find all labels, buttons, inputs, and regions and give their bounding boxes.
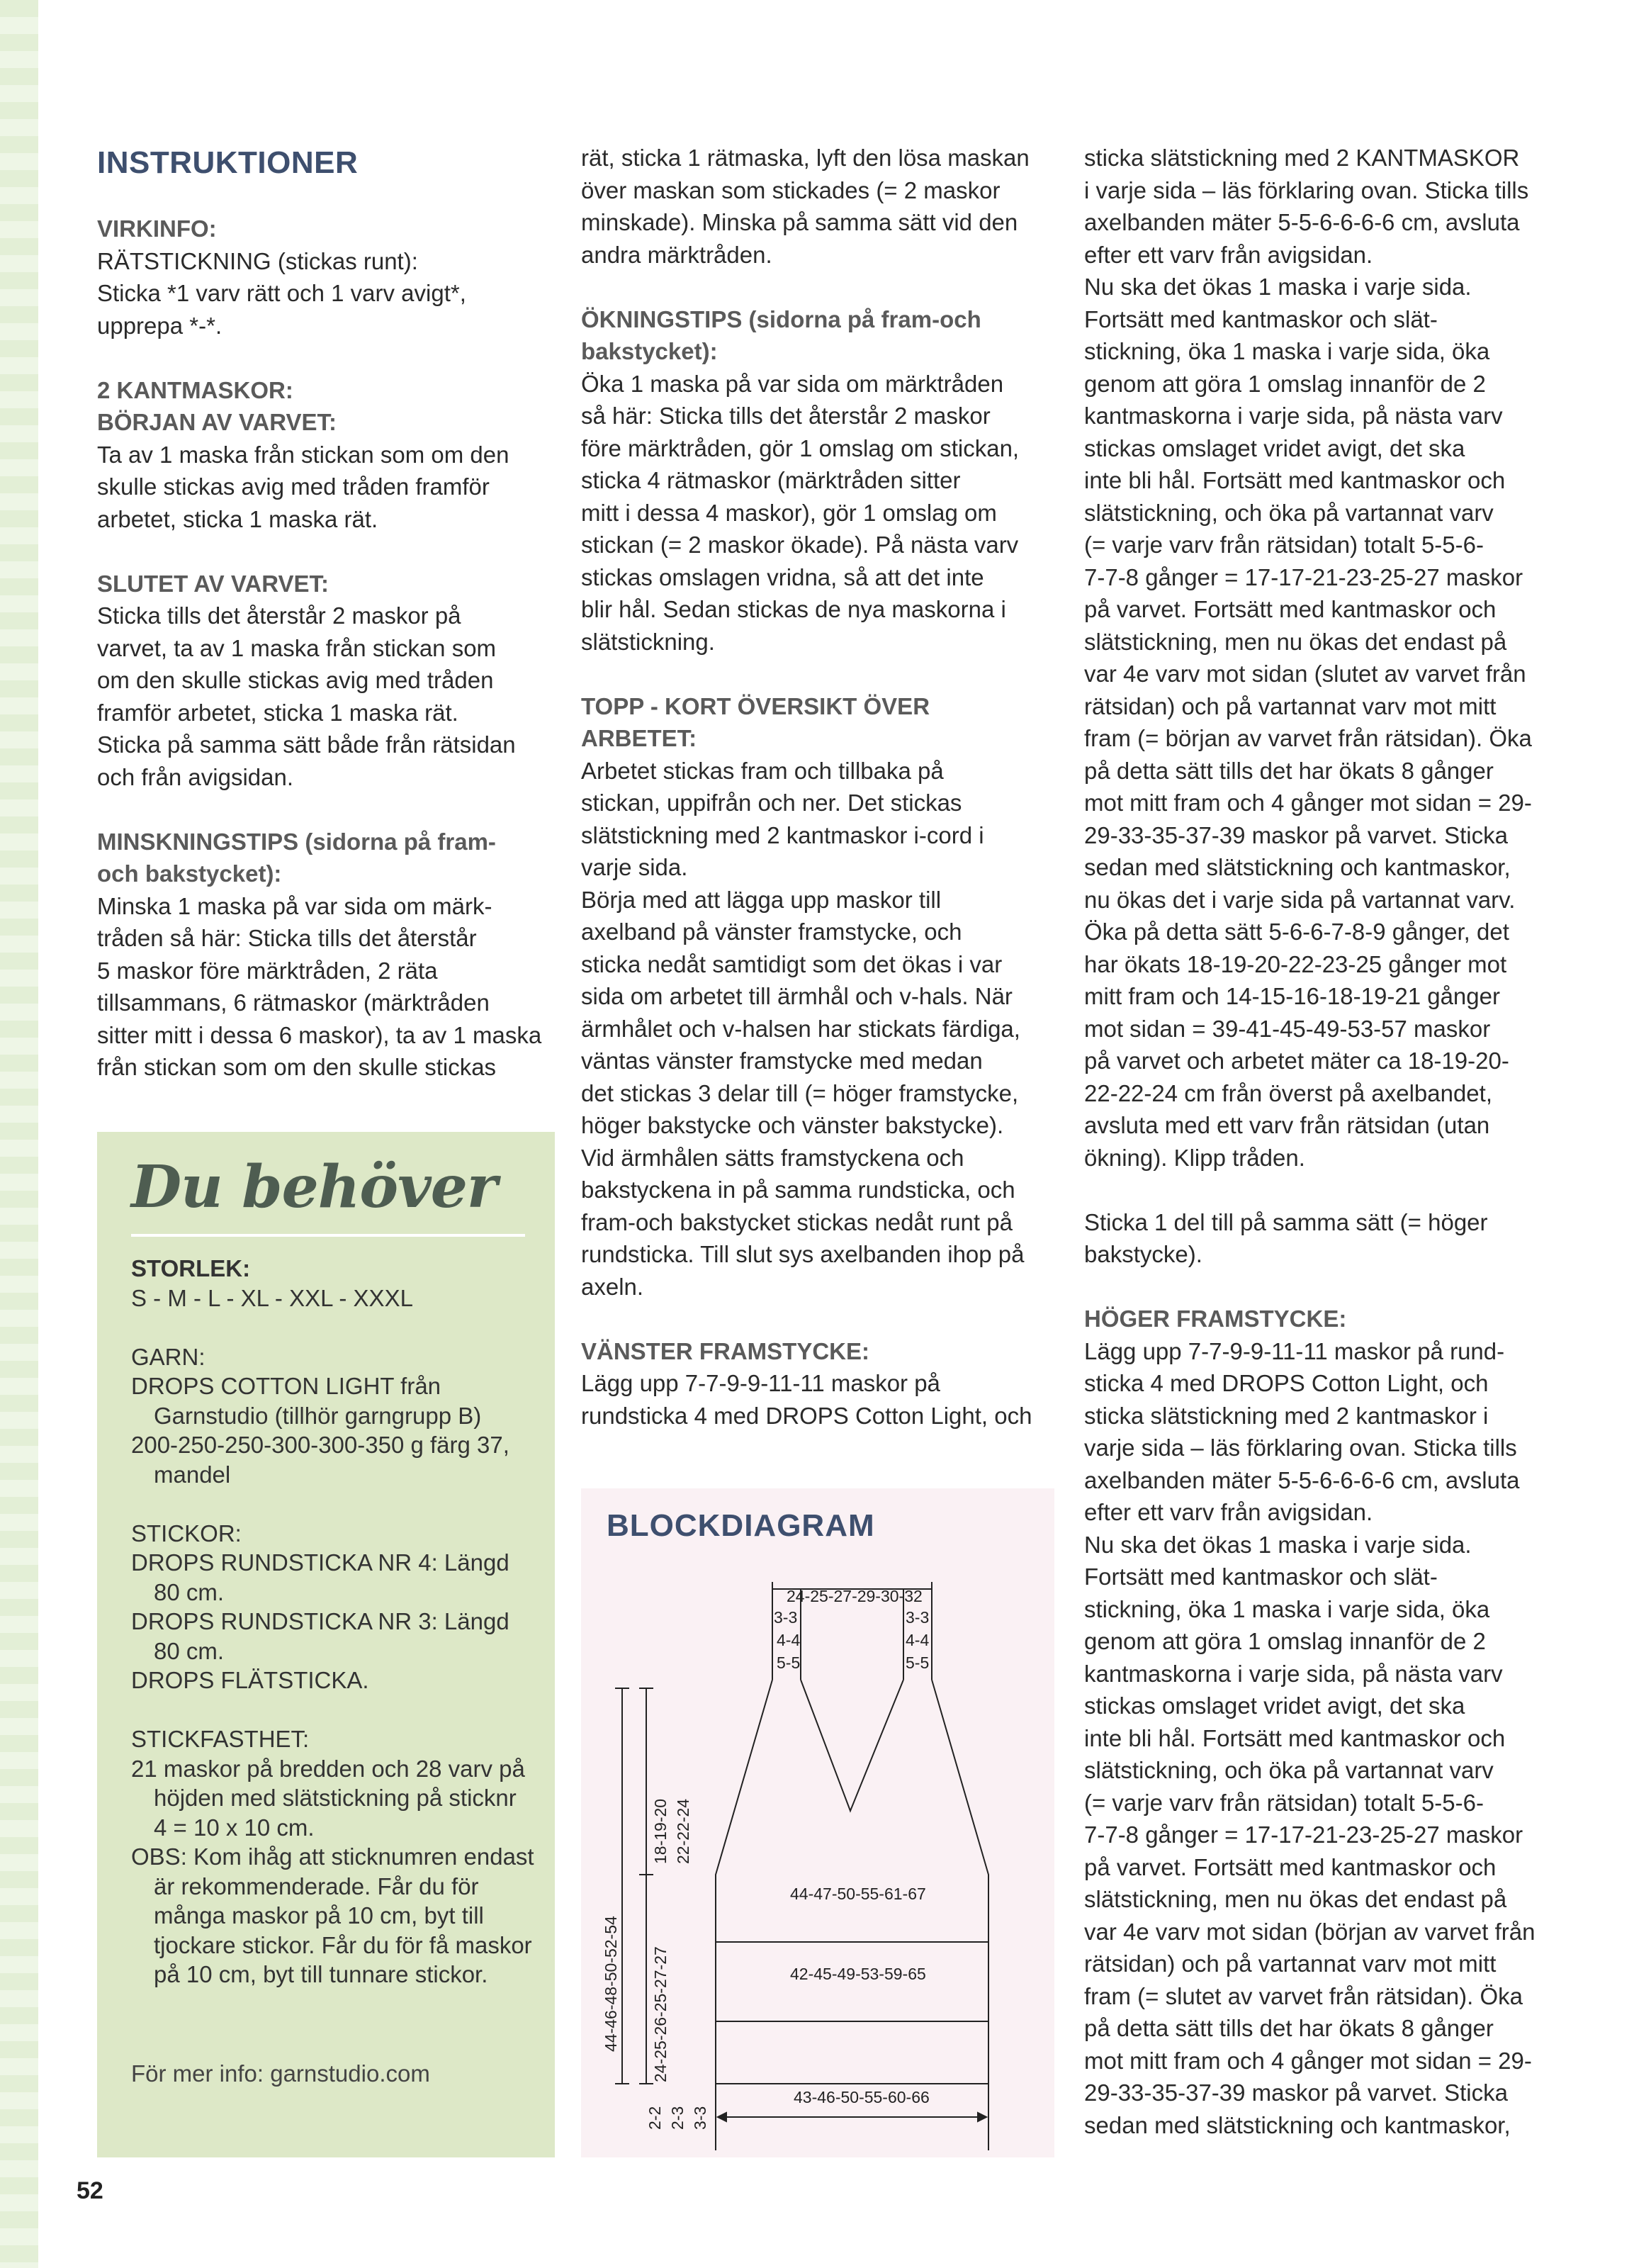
instruktioner-heading: INSTRUKTIONER	[97, 145, 359, 180]
text-line: stickning, öka 1 maska i varje sida, öka	[1084, 1595, 1490, 1622]
text-line: Lägg upp 7-7-9-9-11-11 maskor på	[581, 1370, 940, 1396]
vanster-framstycke-text	[581, 1367, 1063, 1432]
diagram-title: BLOCKDIAGRAM	[607, 1508, 875, 1543]
text-line: före märktråden, gör 1 omslag om stickan,	[581, 434, 1020, 461]
garn-label: GARN:	[131, 1343, 205, 1370]
text-line: 21 maskor på bredden och 28 varv på höjden med slätstickning på sticknr 4 = 10 x 10 cm.	[131, 1755, 525, 1841]
text-line: mitt i dessa 4 maskor), gör 1 omslag om	[581, 499, 997, 526]
text-line: på varvet och arbetet mäter ca 18-19-20-	[1084, 1048, 1509, 1074]
text-line: och från avigsidan.	[97, 763, 294, 790]
text-line: tråden så här: Sticka tills det återstår	[97, 925, 477, 951]
text-line: sida om arbetet till ärmhål och v-hals. När	[581, 983, 1013, 1009]
page-number: 52	[77, 2177, 103, 2204]
text-line: har ökats 18-19-20-22-23-25 gånger mot	[1084, 950, 1507, 977]
text-line: så här: Sticka tills det återstår 2 maskor	[581, 403, 991, 429]
topp-label-2: ARBETET:	[581, 725, 697, 751]
text-line: sedan med slätstickning och kantmaskor,	[1084, 854, 1511, 880]
materials-divider	[131, 1234, 525, 1237]
dim-body-length: 24-25-26-25-27-27	[651, 1946, 670, 2082]
text-line: OBS: Kom ihåg att sticknumren endast är rekommenderade. Får du för många maskor på 10 cm, byt till tjockare stickor. Får du för få maskor på 10 cm, byt till tunnare stickor.	[131, 1843, 534, 1987]
stickfasthet-label: STICKFASTHET:	[131, 1726, 310, 1752]
column-1	[97, 142, 565, 1084]
minskningstips-label-2: och bakstycket):	[97, 860, 282, 887]
text-line: sticka nedåt samtidigt som det ökas i var	[581, 950, 1003, 977]
text-line: Börja med att lägga upp maskor till	[581, 886, 942, 913]
text-line: väntas vänster framstycke med medan	[581, 1048, 983, 1074]
text-line: rätsidan) och på vartannat varv mot mitt	[1084, 692, 1497, 719]
text-line: 5 maskor före märktråden, 2 räta	[97, 957, 438, 984]
text-line: efter ett varv från avigsidan.	[1084, 1499, 1373, 1525]
text-line: rätsidan) och på vartannat varv mot mitt	[1084, 1950, 1497, 1977]
slutet-text	[97, 600, 565, 793]
text-line: 29-33-35-37-39 maskor på varvet. Sticka	[1084, 821, 1508, 848]
text-line: sedan med slätstickning och kantmaskor,	[1084, 2111, 1511, 2138]
dim-rib-3: 3-3	[691, 2106, 709, 2130]
text-line: slätstickning.	[581, 628, 715, 655]
text-line: Arbetet stickas fram och tillbaka på	[581, 757, 944, 784]
text-line: över maskan som stickades (= 2 maskor	[581, 176, 1001, 203]
text-line: DROPS RUNDSTICKA NR 3: Längd 80 cm.	[131, 1608, 509, 1664]
dim-hem-width: 43-46-50-55-60-66	[794, 2088, 930, 2106]
text-line: på varvet. Fortsätt med kantmaskor och	[1084, 596, 1497, 622]
text-line: sticka 4 rätmaskor (märktråden sitter	[581, 467, 961, 493]
storlek-value: S - M - L - XL - XXL - XXXL	[131, 1284, 413, 1311]
text-line: 22-22-24 cm från överst på axelbandet,	[1084, 1079, 1493, 1106]
text-line: stickan (= 2 maskor ökade). På nästa varv	[581, 532, 1019, 558]
text-line: Fortsätt med kantmaskor och slät-	[1084, 1564, 1438, 1590]
stickor-text	[131, 1548, 535, 1695]
dim-strap-left-1: 3-3	[774, 1608, 798, 1627]
text-line: Lägg upp 7-7-9-9-11-11 maskor på rund-	[1084, 1337, 1505, 1364]
stickfasthet-text	[131, 1754, 535, 1989]
text-line: på detta sätt tills det har ökats 8 gånger	[1084, 2015, 1494, 2041]
text-line: var 4e varv mot sidan (slutet av varvet från	[1084, 661, 1526, 687]
materials-title: Du behöver	[131, 1153, 497, 1221]
text-line: slätstickning, men nu ökas det endast på	[1084, 628, 1507, 655]
text-line: (= varje varv från rätsidan) totalt 5-5-6-	[1084, 1789, 1484, 1816]
hoger-bakstycke-text	[1084, 1206, 1566, 1271]
text-line: sticka 4 med DROPS Cotton Light, och	[1084, 1370, 1489, 1396]
text-line: 200-250-250-300-300-350 g färg 37, mandel	[131, 1432, 509, 1488]
minsk-continued-text	[581, 142, 1063, 271]
block-diagram	[581, 1488, 1054, 2157]
text-line: genom att göra 1 omslag innanför de 2	[1084, 1628, 1486, 1654]
text-line: nu ökas det i varje sida på vartannat varv.	[1084, 886, 1516, 913]
text-line: fram (= början av varvet från rätsidan). Öka	[1084, 725, 1532, 751]
text-line: om den skulle stickas avig med tråden	[97, 667, 494, 693]
text-line: varvet, ta av 1 maska från stickan som	[97, 634, 497, 661]
okningstips-label-2: bakstycket):	[581, 338, 718, 364]
text-line: avsluta med ett varv från rätsidan (utan	[1084, 1112, 1490, 1138]
text-line: fram (= slutet av varvet från rätsidan). Öka	[1084, 1982, 1523, 2009]
text-line: mitt fram och 14-15-16-18-19-21 gånger	[1084, 983, 1500, 1009]
dim-waist-width: 42-45-49-53-59-65	[790, 1965, 926, 1983]
text-line: Öka på detta sätt 5-6-6-7-8-9 gånger, det	[1084, 919, 1509, 945]
borjan-text	[97, 439, 565, 536]
text-line: Sticka på samma sätt både från rätsidan	[97, 731, 516, 758]
text-line: varje sida – läs förklaring ovan. Sticka tills	[1084, 1435, 1517, 1461]
slutet-label: SLUTET AV VARVET:	[97, 570, 329, 597]
text-line: stickas omslaget vridet avigt, det ska	[1084, 1692, 1465, 1719]
text-line: slätstickning, och öka på vartannat varv	[1084, 499, 1494, 526]
text-line: 7-7-8 gånger = 17-17-21-23-25-27 maskor	[1084, 1821, 1523, 1848]
text-line: stickas omslaget vridet avigt, det ska	[1084, 434, 1465, 461]
dim-strap-right-3: 5-5	[906, 1654, 930, 1672]
text-line: tillsammans, 6 rätmaskor (märktråden	[97, 989, 490, 1016]
text-line: ärmhålet och v-halsen har stickats färdiga,	[581, 1015, 1020, 1042]
text-line: upprepa *-*.	[97, 312, 222, 339]
dim-strap-left-3: 5-5	[777, 1654, 801, 1672]
text-line: mot mitt fram och 4 gånger mot sidan = 29-	[1084, 2047, 1532, 2074]
topp-text	[581, 755, 1063, 1303]
stickor-label: STICKOR:	[131, 1520, 242, 1546]
text-line: det stickas 3 delar till (= höger framstycke,	[581, 1079, 1019, 1106]
text-line: Ta av 1 maska från stickan som om den	[97, 441, 509, 468]
text-line: varje sida.	[581, 854, 688, 880]
text-line: genom att göra 1 omslag innanför de 2	[1084, 370, 1486, 397]
dim-armhole-2: 22-22-24	[674, 1798, 692, 1864]
text-line: Nu ska det ökas 1 maska i varje sida.	[1084, 274, 1472, 300]
dim-strap-left-2: 4-4	[777, 1631, 801, 1649]
text-line: var 4e varv mot sidan (början av varvet från	[1084, 1918, 1536, 1945]
text-line: bakstycke).	[1084, 1241, 1202, 1267]
dim-armhole-1: 18-19-20	[651, 1798, 670, 1864]
text-line: Nu ska det ökas 1 maska i varje sida.	[1084, 1531, 1472, 1558]
kantmaskor-label: 2 KANTMASKOR:	[97, 376, 293, 403]
text-line: andra märktråden.	[581, 241, 772, 268]
garn-text	[131, 1371, 535, 1489]
text-line: slätstickning, men nu ökas det endast på	[1084, 1886, 1507, 1912]
text-line: 7-7-8 gånger = 17-17-21-23-25-27 maskor	[1084, 563, 1523, 590]
text-line: Fortsätt med kantmaskor och slät-	[1084, 305, 1438, 332]
knit-texture-edge	[0, 0, 38, 2268]
text-line: arbetet, sticka 1 maska rät.	[97, 505, 378, 532]
dim-rib-1: 2-2	[646, 2106, 664, 2130]
text-line: skulle stickas avig med tråden framför	[97, 473, 490, 500]
text-line: mot sidan = 39-41-45-49-53-57 maskor	[1084, 1015, 1491, 1042]
virkinfo-text	[97, 245, 565, 342]
more-info-text: För mer info: garnstudio.com	[131, 2060, 430, 2087]
minskningstips-label-1: MINSKNINGSTIPS (sidorna på fram-	[97, 828, 496, 855]
text-line: (= varje varv från rätsidan) totalt 5-5-6-	[1084, 532, 1484, 558]
text-line: inte bli hål. Fortsätt med kantmaskor och	[1084, 1724, 1506, 1751]
okningstips-text	[581, 368, 1063, 658]
text-line: stickning, öka 1 maska i varje sida, öka	[1084, 338, 1490, 364]
text-line: kantmaskorna i varje sida, på nästa varv	[1084, 403, 1503, 429]
text-line: på varvet. Fortsätt med kantmaskor och	[1084, 1853, 1497, 1880]
text-line: mot mitt fram och 4 gånger mot sidan = 29-	[1084, 790, 1532, 816]
hoger-framstycke-label: HÖGER FRAMSTYCKE:	[1084, 1306, 1347, 1332]
text-line: 29-33-35-37-39 maskor på varvet. Sticka	[1084, 2079, 1508, 2106]
dim-strap-right-1: 3-3	[906, 1608, 930, 1627]
text-line: DROPS COTTON LIGHT från Garnstudio (tillhör garngrupp B)	[131, 1373, 482, 1429]
text-line: Sticka 1 del till på samma sätt (= höger	[1084, 1208, 1488, 1235]
materials-box	[97, 1132, 555, 2157]
text-line: sticka slätstickning med 2 kantmaskor i	[1084, 1402, 1489, 1429]
text-line: rundsticka 4 med DROPS Cotton Light, och	[581, 1402, 1032, 1429]
text-line: axelband på vänster framstycke, och	[581, 919, 962, 945]
text-line: axelbanden mäter 5-5-6-6-6-6 cm, avsluta	[1084, 209, 1520, 235]
dim-total-length: 44-46-48-50-52-54	[602, 1916, 620, 2052]
text-line: på detta sätt tills det har ökats 8 gånger	[1084, 757, 1494, 784]
text-line: slätstickning, och öka på vartannat varv	[1084, 1757, 1494, 1783]
text-line: blir hål. Sedan stickas de nya maskorna i	[581, 596, 1006, 622]
text-line: rundsticka. Till slut sys axelbanden ihop på	[581, 1241, 1025, 1267]
dim-strap-right-2: 4-4	[906, 1631, 930, 1649]
text-line: kantmaskorna i varje sida, på nästa varv	[1084, 1660, 1503, 1687]
text-line: slätstickning med 2 kantmaskor i-cord i	[581, 821, 984, 848]
dim-top-width: 24-25-27-29-30-32	[787, 1587, 923, 1605]
text-line: Öka 1 maska på var sida om märktråden	[581, 370, 1004, 397]
text-line: framför arbetet, sticka 1 maska rät.	[97, 699, 458, 726]
vanster-continued-text	[1084, 142, 1566, 1174]
text-line: i varje sida – läs förklaring ovan. Sticka tills	[1084, 176, 1529, 203]
text-line: höger bakstycke och vänster bakstycke).	[581, 1112, 1004, 1138]
column-2	[581, 142, 1063, 1432]
hoger-framstycke-text	[1084, 1335, 1566, 2142]
diagram-drawing	[581, 1488, 1054, 2157]
virkinfo-label: VIRKINFO:	[97, 215, 217, 242]
text-line: sitter mitt i dessa 6 maskor), ta av 1 maska	[97, 1021, 542, 1048]
text-line: Sticka *1 varv rätt och 1 varv avigt*,	[97, 280, 466, 306]
vanster-framstycke-label: VÄNSTER FRAMSTYCKE:	[581, 1337, 870, 1364]
text-line: stickas omslagen vridna, så att det inte	[581, 563, 984, 590]
text-line: från stickan som om den skulle stickas	[97, 1054, 497, 1080]
text-line: RÄTSTICKNING (stickas runt):	[97, 247, 418, 274]
materials-content	[131, 1254, 535, 1989]
topp-label-1: TOPP - KORT ÖVERSIKT ÖVER	[581, 692, 930, 719]
text-line: efter ett varv från avigsidan.	[1084, 241, 1373, 268]
storlek-label: STORLEK:	[131, 1255, 251, 1281]
text-line: sticka slätstickning med 2 KANTMASKOR	[1084, 145, 1520, 171]
dim-chest-width: 44-47-50-55-61-67	[790, 1885, 926, 1903]
text-line: fram-och bakstycket stickas nedåt runt på	[581, 1208, 1013, 1235]
text-line: Minska 1 maska på var sida om märk-	[97, 892, 492, 919]
okningstips-label-1: ÖKNINGSTIPS (sidorna på fram-och	[581, 305, 981, 332]
text-line: Vid ärmhålen sätts framstyckena och	[581, 1144, 964, 1171]
text-line: inte bli hål. Fortsätt med kantmaskor och	[1084, 467, 1506, 493]
text-line: DROPS FLÄTSTICKA.	[131, 1667, 369, 1693]
text-line: minskade). Minska på samma sätt vid den	[581, 209, 1018, 235]
borjan-label: BÖRJAN AV VARVET:	[97, 409, 337, 435]
text-line: rät, sticka 1 rätmaska, lyft den lösa maskan	[581, 145, 1030, 171]
text-line: stickan, uppifrån och ner. Det stickas	[581, 790, 962, 816]
text-line: axelbanden mäter 5-5-6-6-6-6 cm, avsluta	[1084, 1466, 1520, 1493]
minskningstips-text	[97, 890, 565, 1084]
text-line: bakstyckena in på samma rundsticka, och	[581, 1177, 1015, 1203]
text-line: axeln.	[581, 1273, 644, 1300]
text-line: ökning). Klipp tråden.	[1084, 1144, 1305, 1171]
text-line: Sticka tills det återstår 2 maskor på	[97, 602, 461, 629]
dim-rib-2: 2-3	[668, 2106, 687, 2130]
text-line: DROPS RUNDSTICKA NR 4: Längd 80 cm.	[131, 1549, 509, 1605]
column-3	[1084, 142, 1566, 2141]
